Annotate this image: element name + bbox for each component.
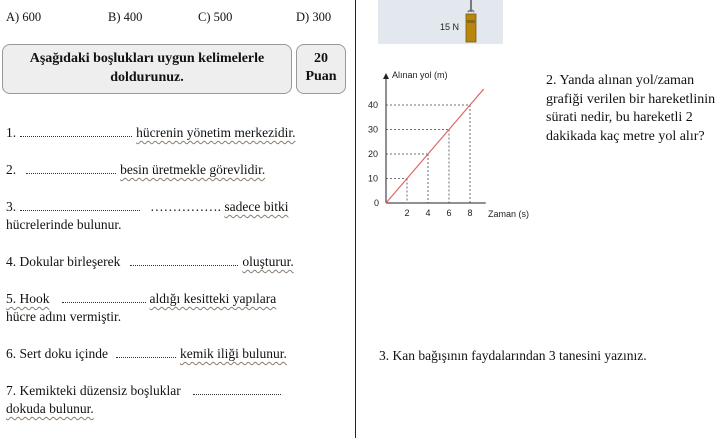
hanging-weight-image	[378, 0, 503, 44]
question-4-text: 4. Dokular birleşerek	[6, 254, 121, 269]
answer-option-c: C) 500	[198, 10, 233, 24]
x-tick-label: 6	[446, 208, 452, 218]
weight-icon	[462, 0, 482, 44]
question-2-text: besin üretmekle görevlidir.	[120, 162, 266, 177]
question-3	[6, 198, 288, 215]
question-4-end: oluşturur.	[242, 254, 294, 269]
answer-blank-2[interactable]	[26, 162, 116, 174]
question-7	[6, 382, 285, 399]
answer-blank-1[interactable]	[20, 125, 132, 137]
points-label: Puan	[305, 69, 337, 84]
distance-time-chart	[360, 66, 540, 226]
question-6	[6, 345, 287, 362]
y-tick-label: 20	[367, 149, 378, 159]
question-3-number: 3.	[6, 199, 17, 214]
right-question-3: 3. Kan bağışının faydalarından 3 tanesini yazınız.	[379, 348, 647, 363]
question-1	[6, 124, 295, 141]
question-6-text: 6. Sert doku içinde	[6, 346, 108, 361]
x-tick-label: 8	[467, 208, 473, 218]
x-axis-label: Zaman (s)	[488, 209, 530, 219]
question-1-number: 1.	[6, 125, 17, 140]
question-3-text: sadece bitki	[224, 199, 289, 214]
question-5-text: 5. Hook	[6, 291, 50, 306]
question-7-text: 7. Kemikteki düzensiz boşluklar	[6, 383, 181, 398]
y-tick-label: 30	[367, 124, 378, 135]
answer-blank-3b[interactable]: …………….	[150, 199, 221, 214]
answer-blank-4[interactable]	[130, 254, 238, 266]
y-tick-label: 10	[367, 173, 378, 184]
right-question-2: 2. Yanda alınan yol/zaman grafiği verilen bir hareketlinin sürati nedir, bu hareketli 2 dakikada kaç metre yol alır?	[546, 73, 716, 144]
column-divider	[355, 0, 356, 438]
question-4	[6, 253, 294, 270]
answer-blank-5[interactable]	[62, 291, 146, 303]
question-2	[6, 161, 265, 178]
answer-option-d: D) 300	[296, 10, 332, 24]
weight-label: 15 N	[440, 22, 460, 32]
y-axis-label: Alınan yol (m)	[392, 70, 448, 80]
question-2-number: 2.	[6, 162, 17, 177]
section-title: Aşağıdaki boşlukları uygun kelimelerle doldurunuz.	[29, 51, 265, 85]
question-5	[6, 290, 276, 307]
points-value: 20	[314, 51, 328, 66]
answer-blank-7[interactable]	[193, 383, 281, 395]
question-5-end: aldığı kesitteki yapılara	[149, 291, 277, 306]
question-5-line-2: hücre adını vermiştir.	[6, 309, 122, 324]
question-6-end: kemik iliği bulunur.	[179, 346, 287, 361]
question-7-line-2: dokuda bulunur.	[6, 401, 94, 416]
x-tick-label: 4	[425, 208, 431, 218]
question-3-line-2: hücrelerinde bulunur.	[6, 217, 122, 232]
x-tick-label: 2	[404, 208, 410, 218]
points-badge	[296, 44, 346, 94]
answer-option-a: A) 600	[6, 10, 42, 24]
answer-blank-6[interactable]	[116, 346, 176, 358]
origin-label: 0	[374, 198, 380, 208]
y-tick-label: 40	[367, 100, 378, 110]
answer-option-b: B) 400	[108, 10, 143, 24]
answer-blank-3a[interactable]	[20, 199, 140, 211]
question-1-text: hücrenin yönetim merkezidir.	[136, 125, 296, 140]
series-line	[386, 89, 484, 203]
